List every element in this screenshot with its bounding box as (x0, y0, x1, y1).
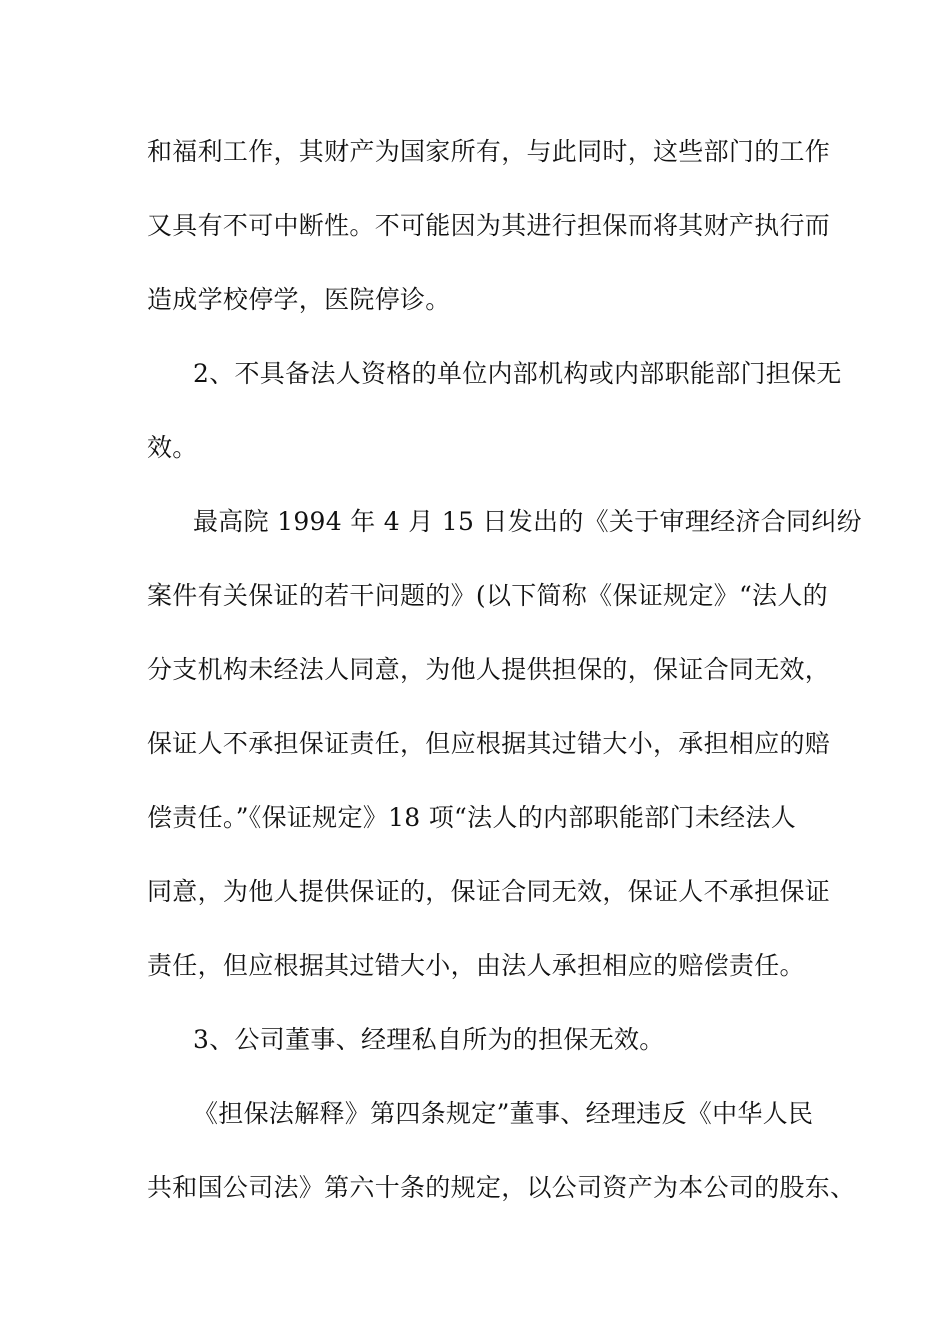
text-line: 共和国公司法》第六十条的规定，以公司资产为本公司的股东、 (147, 1173, 856, 1202)
paragraph-start: 最高院 1994 年 4 月 15 日发出的《关于审理经济合同纠纷 (193, 507, 862, 536)
text-line: 同意，为他人提供保证的，保证合同无效，保证人不承担保证 (147, 877, 831, 906)
text-line: 案件有关保证的若干问题的》(以下简称《保证规定》“法人的 (147, 581, 828, 610)
text-line: 保证人不承担保证责任，但应根据其过错大小，承担相应的赔 (147, 729, 831, 758)
text-line: 效。 (147, 433, 198, 462)
text-line: 造成学校停学，医院停诊。 (147, 285, 451, 314)
paragraph-start: 《担保法解释》第四条规定”董事、经理违反《中华人民 (193, 1099, 814, 1128)
paragraph-heading: 3、公司董事、经理私自所为的担保无效。 (193, 1025, 665, 1054)
text-line: 和福利工作，其财产为国家所有，与此同时，这些部门的工作 (147, 137, 831, 166)
text-line: 偿责任。”《保证规定》18 项“法人的内部职能部门未经法人 (147, 803, 797, 832)
text-line: 责任，但应根据其过错大小，由法人承担相应的赔偿责任。 (147, 951, 805, 980)
text-line: 又具有不可中断性。不可能因为其进行担保而将其财产执行而 (147, 211, 831, 240)
text-line: 分支机构未经法人同意，为他人提供担保的，保证合同无效， (147, 655, 831, 684)
paragraph-heading: 2、不具备法人资格的单位内部机构或内部职能部门担保无 (193, 359, 842, 388)
